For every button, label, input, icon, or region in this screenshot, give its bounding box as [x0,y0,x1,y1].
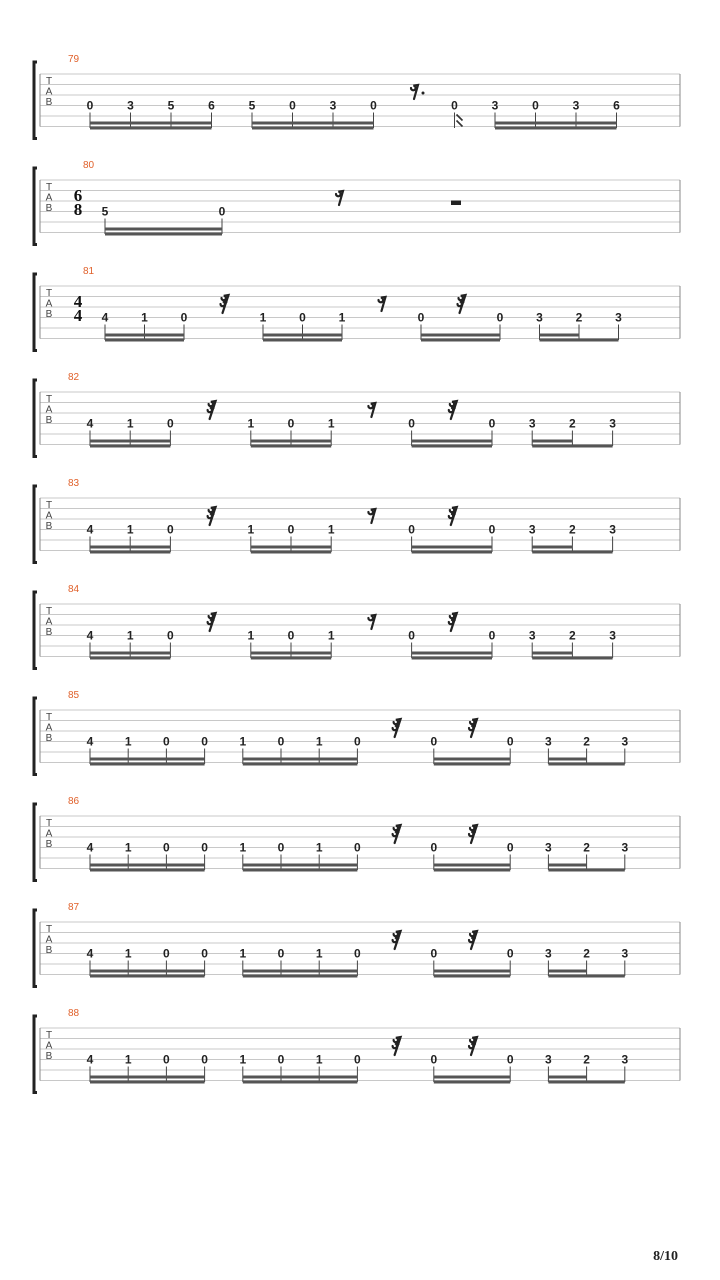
rest-eighth [336,191,343,205]
measure-number: 83 [68,478,80,489]
fret-number: 2 [569,628,576,643]
rest-eighth-dotted [411,85,418,99]
fret-number: 4 [86,416,94,431]
fret-number: 0 [496,310,504,325]
rest-eighth [368,615,375,629]
tab-clef-letter: A [45,86,53,98]
fret-number: 1 [124,734,132,749]
fret-number: 3 [545,946,552,961]
tab-clef-letter: A [45,298,53,310]
fret-number: 0 [506,1052,514,1067]
measure-number: 82 [68,372,80,383]
fret-number: 1 [126,628,134,643]
system-bracket [34,804,37,881]
fret-number: 0 [167,522,174,537]
fret-number: 0 [488,522,496,537]
tab-clef-letter: T [45,76,53,87]
fret-number: 3 [545,840,552,855]
fret-number: 1 [315,840,323,855]
tab-clef-letter: T [45,606,53,617]
tab-clef-letter: A [45,510,53,522]
fret-number: 3 [528,628,536,643]
fret-number: 3 [615,310,622,325]
fret-number: 1 [239,734,247,749]
system-bracket [34,910,37,987]
fret-number: 1 [124,1052,132,1067]
fret-number: 1 [327,522,335,537]
fret-number: 0 [408,628,415,643]
tab-clef-letter: T [45,500,53,511]
fret-number: 1 [327,416,335,431]
fret-number: 3 [491,98,499,113]
fret-number: 6 [613,98,620,113]
fret-number: 0 [201,1052,208,1067]
fret-number: 0 [277,946,285,961]
tab-clef-letter: T [45,924,53,935]
measure-number: 84 [68,584,80,595]
fret-number: 3 [536,310,543,325]
fret-number: 0 [430,734,438,749]
tab-clef-letter: B [45,521,53,532]
rest-sixteenth [449,401,457,419]
tab-system-88 [34,1008,680,1093]
fret-number: 5 [101,204,109,219]
rest-sixteenth [208,507,216,525]
tab-clef-letter: B [45,309,53,320]
rest-dot [422,92,425,95]
fret-number: 1 [239,1052,247,1067]
rest-sixteenth [449,507,457,525]
tab-clef-letter: A [45,192,53,204]
measure-number: 86 [68,796,80,807]
fret-number: 3 [621,734,629,749]
fret-number: 0 [277,1052,285,1067]
tab-system-86 [34,796,680,881]
rest-eighth [379,297,386,311]
fret-number: 1 [126,522,134,537]
fret-number: 5 [167,98,175,113]
rest-sixteenth [393,931,401,949]
fret-number: 2 [569,416,576,431]
fret-number: 1 [126,416,134,431]
fret-number: 1 [247,416,255,431]
fret-number: 0 [289,98,296,113]
fret-number: 0 [430,840,438,855]
fret-number: 0 [86,98,94,113]
fret-number: 0 [354,1052,361,1067]
fret-number: 3 [609,416,616,431]
tab-system-83 [34,478,680,563]
fret-number: 3 [528,522,536,537]
fret-number: 0 [408,416,415,431]
system-bracket [34,62,37,139]
fret-number: 0 [287,416,295,431]
tab-system-87 [34,902,680,987]
system-bracket [34,274,37,351]
fret-number: 4 [86,946,94,961]
tab-clef-letter: T [45,818,53,829]
tab-clef-letter: T [45,1030,53,1041]
fret-number: 4 [86,840,94,855]
fret-number: 0 [201,734,208,749]
fret-number: 3 [329,98,337,113]
rest-sixteenth [469,825,477,843]
tab-clef-letter: A [45,616,53,628]
fret-number: 3 [127,98,134,113]
measure-number: 88 [68,1008,80,1019]
fret-number: 3 [545,734,552,749]
fret-number: 0 [430,1052,438,1067]
system-bracket [34,592,37,669]
fret-number: 0 [163,840,170,855]
fret-number: 0 [488,628,496,643]
fret-number: 4 [101,310,109,325]
fret-number: 0 [287,628,295,643]
fret-number: 0 [163,1052,170,1067]
rest-sixteenth [449,613,457,631]
time-signature-denominator: 4 [73,306,83,325]
fret-number: 0 [167,416,174,431]
fret-number: 0 [451,98,458,113]
fret-number: 0 [167,628,174,643]
fret-number: 4 [86,734,94,749]
fret-number: 0 [163,734,170,749]
fret-number: 0 [299,310,306,325]
fret-number: 3 [545,1052,552,1067]
fret-number: 1 [239,840,247,855]
rest-eighth [368,509,375,523]
fret-number: 0 [354,734,361,749]
rest-eighth [368,403,375,417]
fret-number: 1 [247,522,255,537]
rest-sixteenth [469,931,477,949]
fret-number: 2 [583,840,590,855]
tab-clef-letter: B [45,839,53,850]
measure-number: 80 [83,160,95,171]
fret-number: 3 [621,946,629,961]
rest-sixteenth [208,613,216,631]
rest-sixteenth [393,825,401,843]
rest-half [451,201,461,206]
fret-number: 3 [572,98,580,113]
tab-clef-letter: B [45,97,53,108]
fret-number: 3 [528,416,536,431]
fret-number: 1 [315,734,323,749]
fret-number: 2 [569,522,576,537]
fret-number: 0 [201,840,208,855]
rest-sixteenth [393,1037,401,1055]
fret-number: 1 [315,946,323,961]
fret-number: 1 [124,946,132,961]
fret-number: 0 [218,204,226,219]
fret-number: 0 [277,840,285,855]
rest-sixteenth [220,295,228,313]
fret-number: 0 [180,310,188,325]
tab-clef-letter: B [45,627,53,638]
fret-number: 2 [583,734,590,749]
time-signature-numerator: 4 [73,292,83,311]
fret-number: 1 [247,628,255,643]
fret-number: 3 [609,522,616,537]
tab-system-81 [34,266,680,351]
tab-clef-letter: B [45,733,53,744]
fret-number: 1 [141,310,148,325]
fret-number: 1 [239,946,247,961]
tab-clef-letter: A [45,934,53,946]
fret-number: 1 [124,840,132,855]
fret-number: 0 [354,840,361,855]
fret-number: 4 [86,1052,94,1067]
fret-number: 0 [201,946,208,961]
fret-number: 0 [506,840,514,855]
fret-number: 3 [621,1052,629,1067]
tab-clef-letter: A [45,828,53,840]
system-bracket [34,380,37,457]
system-bracket [34,168,37,245]
fret-number: 1 [338,310,346,325]
measure-number: 85 [68,690,80,701]
system-bracket [34,698,37,775]
tab-clef-letter: T [45,712,53,723]
tab-clef-letter: B [45,1051,53,1062]
fret-number: 3 [621,840,629,855]
page-number: 8/10 [653,1249,678,1264]
tab-clef-letter: A [45,1040,53,1052]
measure-number: 81 [83,266,95,277]
fret-number: 4 [86,522,94,537]
measure-number: 87 [68,902,80,913]
tab-system-85 [34,690,680,775]
rest-sixteenth [469,1037,477,1055]
tab-system-80 [34,160,680,245]
fret-number: 0 [163,946,170,961]
tab-clef-letter: T [45,288,53,299]
time-signature-denominator: 8 [73,200,83,219]
fret-number: 1 [315,1052,323,1067]
fret-number: 0 [277,734,285,749]
tab-clef-letter: T [45,182,53,193]
fret-number: 0 [370,98,377,113]
fret-number: 0 [287,522,295,537]
fret-number: 2 [575,310,583,325]
fret-number: 0 [532,98,539,113]
tab-clef-letter: B [45,203,53,214]
tab-system-79 [34,54,680,139]
fret-number: 6 [208,98,215,113]
time-signature-numerator: 6 [73,186,83,205]
fret-number: 4 [86,628,94,643]
fret-number: 2 [583,1052,590,1067]
fret-number: 3 [609,628,616,643]
system-bracket [34,486,37,563]
tab-clef-letter: A [45,404,53,416]
rest-sixteenth [469,719,477,737]
measure-number: 79 [68,54,80,65]
fret-number: 0 [506,734,514,749]
fret-number: 0 [488,416,496,431]
fret-number: 2 [583,946,590,961]
rest-sixteenth [208,401,216,419]
fret-number: 1 [327,628,335,643]
fret-number: 0 [506,946,514,961]
tab-system-84 [34,584,680,669]
fret-number: 0 [417,310,425,325]
fret-number: 5 [248,98,256,113]
tab-system-82 [34,372,680,457]
rest-sixteenth [393,719,401,737]
fret-number: 0 [430,946,438,961]
fret-number: 0 [354,946,361,961]
tab-clef-letter: A [45,722,53,734]
tab-clef-letter: B [45,945,53,956]
fret-number: 0 [408,522,415,537]
system-bracket [34,1016,37,1093]
fret-number: 1 [259,310,267,325]
rest-sixteenth [458,295,466,313]
tab-clef-letter: B [45,415,53,426]
tab-clef-letter: T [45,394,53,405]
